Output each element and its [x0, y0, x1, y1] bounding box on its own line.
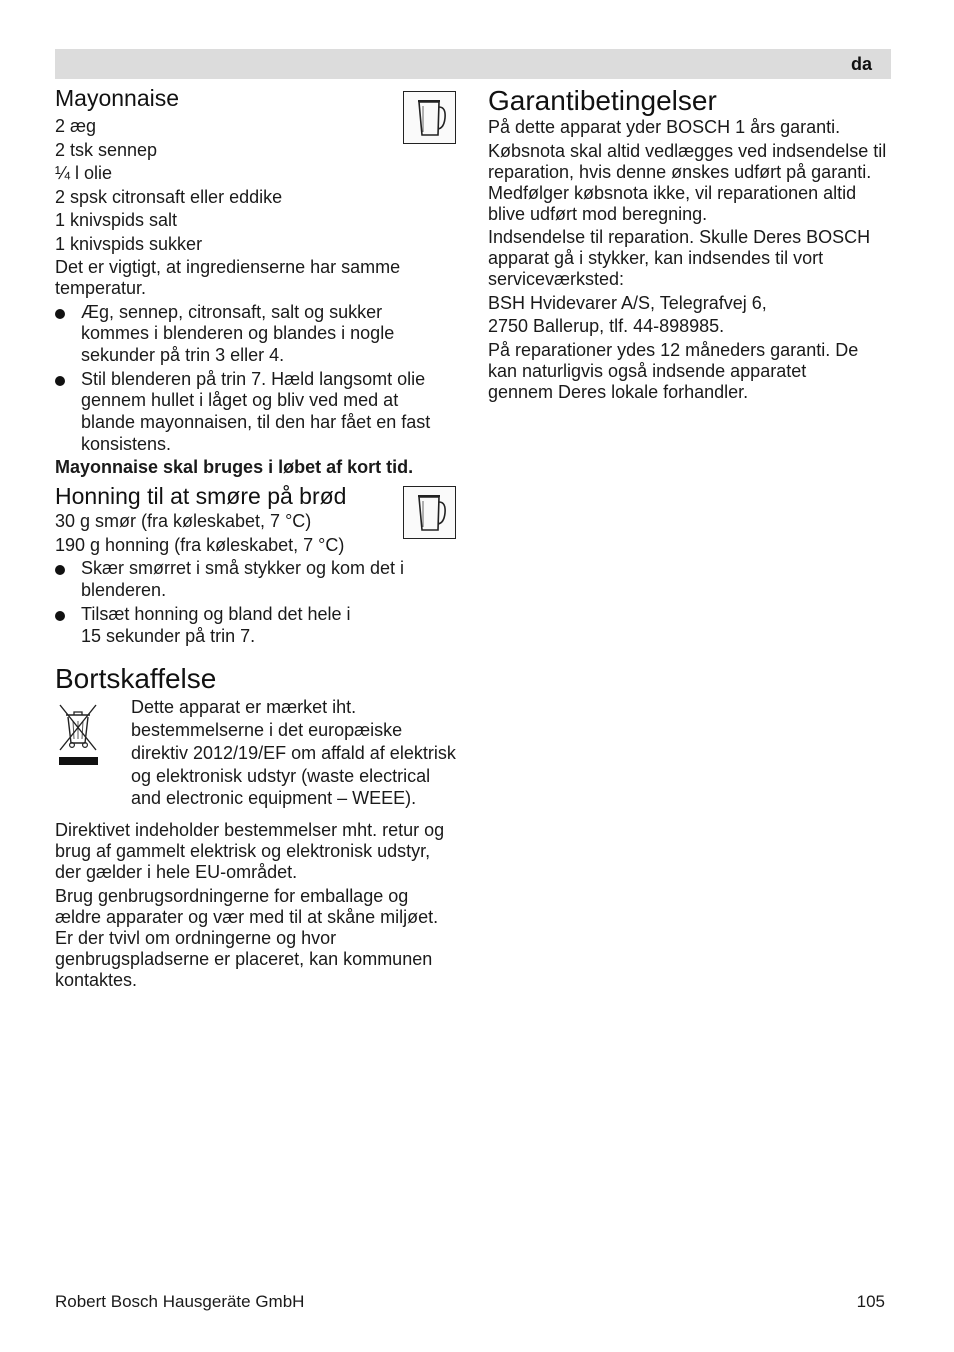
ingredient-line: 2 æg: [55, 116, 97, 136]
bullet-dot: [55, 376, 65, 386]
mayonnaise-note: Det er vigtigt, at ingredienserne har samme temperatur.: [55, 257, 401, 298]
warranty-paragraph: På reparationer ydes 12 måneders garanti. De kan naturligvis også indsende apparatet gennem Deres lokale forhandler.: [488, 339, 859, 402]
warranty-address-line: 2750 Ballerup, tlf. 44-898985.: [488, 316, 725, 336]
blender-jug-icon: [403, 486, 456, 539]
ingredient-line: 1 knivspids sukker: [55, 233, 203, 254]
honey-title: Honning til at smøre på brød: [55, 483, 347, 510]
warranty-paragraph: På dette apparat yder BOSCH 1 års garanti.: [488, 117, 841, 137]
left-column: [55, 84, 457, 993]
honey-section: [55, 482, 457, 647]
footer-company: Robert Bosch Hausgeräte GmbH: [55, 1292, 305, 1311]
step-item: [55, 558, 426, 601]
ingredient-line: 190 g honning (fra køleskabet, 7 °C): [55, 534, 345, 555]
ingredient-line: 1 knivspids salt: [55, 210, 178, 230]
bullet-dot: [55, 309, 65, 319]
warranty-paragraph: Indsendelse til reparation. Skulle Deres BOSCH apparat gå i stykker, kan indsendes til vort serviceværksted:: [488, 227, 871, 289]
mayonnaise-title: Mayonnaise: [55, 85, 180, 111]
disposal-section: [55, 663, 457, 991]
disposal-title: Bortskaffelse: [55, 663, 217, 695]
step-item: [55, 302, 426, 367]
page-number: 105: [856, 1292, 885, 1311]
crossed-out-bin-icon: [55, 700, 101, 768]
warranty-title: Garantibetingelser: [488, 85, 717, 116]
ingredient-line: 30 g smør (fra køleskabet, 7 °C): [55, 511, 312, 532]
mayonnaise-warning: Mayonnaise skal bruges i løbet af kort tid.: [55, 457, 414, 478]
warranty-paragraph: Købsnota skal altid vedlægges ved indsendelse til reparation, hvis denne ønskes udført på garanti. Medfølger købsnota ikke, vil reparationen altid blive udført mod beregning.: [488, 140, 887, 224]
disposal-paragraph: Direktivet indeholder bestemmelser mht. retur og brug af gammelt elektrisk og elektronisk udstyr, der gælder i hele EU-området.: [55, 820, 445, 883]
ingredient-line: ¼ l olie: [55, 163, 113, 183]
disposal-paragraph: Brug genbrugsordningerne for emballage og ældre apparater og vær med til at skåne miljøet. Er der tvivl om ordningerne og hvor genbrugspladserne er placeret, kan kommunen kontaktes.: [55, 885, 439, 990]
ingredient-line: 2 tsk sennep: [55, 139, 158, 160]
mayonnaise-section: [55, 84, 457, 478]
step-text: Stil blenderen på trin 7. Hæld langsomt olie gennem hullet i låget og bliv ved med at blande mayonnaisen, til den har fået en fast konsistens.: [81, 368, 431, 454]
ingredient-line: 2 spsk citronsaft eller eddike: [55, 186, 283, 207]
step-text: Skær smørret i små stykker og kom det i blenderen.: [81, 558, 405, 601]
language-bar: [55, 49, 891, 79]
warranty-address-line: BSH Hvidevarer A/S, Telegrafvej 6,: [488, 292, 767, 313]
weee-text: Dette apparat er mærket iht. bestemmelserne i det europæiske direktiv 2012/19/EF om affald af elektrisk og elektronisk udstyr (waste electrical and electronic equipment – WEEE).: [131, 697, 456, 809]
language-code: da: [850, 54, 872, 74]
bullet-dot: [55, 565, 65, 575]
weee-notice: [55, 696, 457, 816]
blender-jug-icon: [403, 91, 456, 144]
bullet-dot: [55, 611, 65, 621]
step-text: Æg, sennep, citronsaft, salt og sukker kommes i blenderen og blandes i nogle sekunder på trin 3 eller 4.: [81, 301, 395, 365]
step-item: [55, 369, 455, 456]
step-text: Tilsæt honning og bland det hele i 15 sekunder på trin 7.: [81, 603, 351, 646]
right-column: [488, 84, 892, 405]
step-item: [55, 604, 371, 647]
